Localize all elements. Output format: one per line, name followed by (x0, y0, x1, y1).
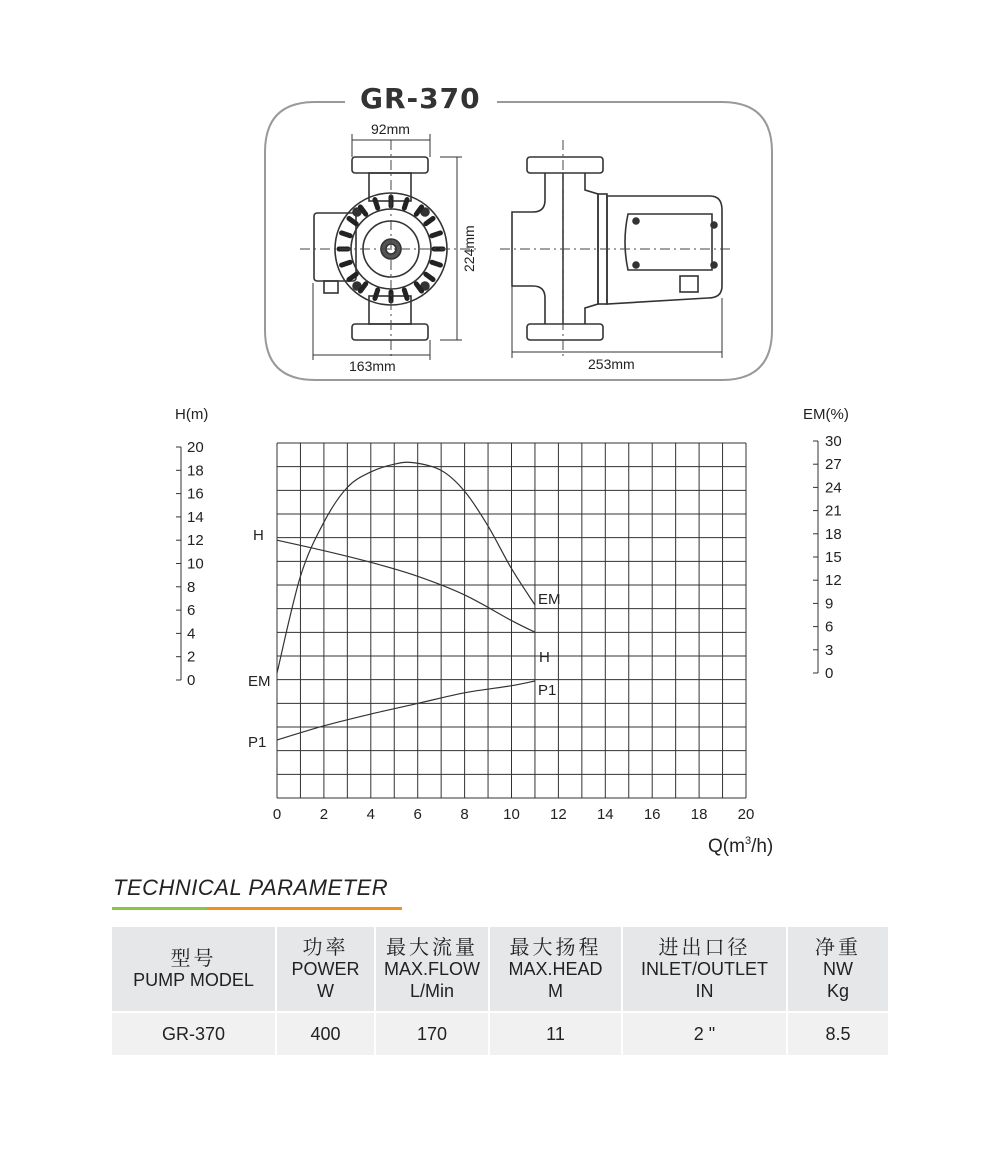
col-header-power (276, 927, 375, 1011)
right-tick-label: 21 (825, 502, 842, 520)
x-tick-label: 16 (643, 806, 661, 823)
motor-fin (426, 218, 433, 223)
model-title: GR-370 (360, 82, 481, 115)
right-tick-label: 3 (825, 641, 834, 659)
motor-fin (426, 274, 433, 279)
right-tick-label: 18 (825, 525, 842, 543)
left-tick-label: 2 (187, 648, 196, 666)
right-tick-label: 24 (825, 479, 842, 497)
curve-label-em-end: EM (538, 591, 561, 608)
spec-table (112, 927, 888, 1055)
x-tick-label: 20 (737, 806, 755, 823)
dim-front-depth: 163mm (349, 358, 396, 374)
col-unit: Kg (826, 981, 850, 1001)
left-tick-label: 20 (187, 439, 204, 456)
motor-fin (404, 200, 407, 209)
col-en: PUMP MODEL (133, 970, 254, 990)
technical-heading: TECHNICAL PARAMETER (113, 875, 389, 900)
col-unit: W (317, 981, 334, 1001)
x-tick-label: 12 (550, 806, 567, 823)
col-unit: M (548, 981, 563, 1001)
left-tick-label: 12 (187, 532, 204, 550)
x-tick-label: 4 (366, 806, 375, 823)
curve-label-p1-start: P1 (248, 734, 267, 751)
motor-fin (375, 290, 378, 299)
x-tick-label: 8 (460, 806, 469, 823)
right-tick-label: 15 (825, 549, 842, 566)
col-en: NW (823, 959, 853, 979)
motor-fin (404, 290, 407, 299)
col-cn: 型号 (170, 946, 217, 970)
curve-label-p1-end: P1 (538, 682, 557, 699)
col-header-flow (375, 927, 489, 1011)
col-header-head (489, 927, 622, 1011)
col-cn: 净重 (815, 935, 861, 959)
left-tick-label: 8 (187, 578, 196, 596)
x-tick-label: 6 (413, 806, 422, 823)
x-tick-label: 2 (319, 806, 329, 823)
curve-p1 (277, 681, 535, 740)
col-cn: 最大流量 (386, 935, 478, 959)
pump-drawing (0, 0, 1000, 400)
col-unit: L/Min (409, 981, 454, 1001)
left-tick-label: 6 (187, 602, 196, 620)
left-tick-label: 4 (187, 625, 196, 643)
curve-label-em-start: EM (248, 673, 271, 690)
col-en: MAX.FLOW (383, 959, 480, 979)
spec-data-row (112, 1013, 888, 1055)
motor-fin (342, 262, 351, 265)
left-tick-label: 14 (187, 508, 204, 526)
cell-power: 400 (276, 1013, 375, 1055)
cell-weight: 8.5 (787, 1013, 888, 1055)
right-tick-label: 6 (825, 618, 834, 636)
right-tick-label: 9 (825, 595, 834, 613)
spec-header-row (112, 927, 888, 1011)
motor-fin (349, 218, 356, 223)
right-tick-label: 30 (825, 433, 842, 450)
col-header-weight (787, 927, 888, 1011)
dim-height: 224mm (461, 225, 477, 272)
cell-inlet: 2 " (622, 1013, 787, 1055)
x-axis-title: $Q(m^3/h)$ (708, 835, 774, 857)
cell-model: GR-370 (112, 1013, 276, 1055)
cell-flow: 170 (375, 1013, 489, 1055)
cell-head: 11 (489, 1013, 622, 1055)
col-header-model (112, 927, 276, 1011)
curve-label-h-start: H (253, 527, 264, 544)
right-tick-label: 0 (825, 665, 834, 682)
right-tick-label: 27 (825, 456, 842, 474)
performance-chart (0, 400, 1000, 870)
x-tick-label: 10 (503, 806, 520, 823)
col-en: MAX.HEAD (508, 959, 603, 979)
col-en: INLET/OUTLET (640, 959, 769, 979)
dim-front-width: 92mm (371, 121, 410, 137)
left-axis-title: H(m) (175, 406, 209, 423)
left-tick-label: 16 (187, 485, 204, 503)
motor-fin (432, 262, 441, 265)
curve-label-h-end: H (539, 649, 550, 666)
col-cn: 最大扬程 (509, 935, 602, 959)
motor-fin (342, 233, 351, 236)
left-tick-label: 10 (187, 555, 204, 573)
left-tick-label: 0 (187, 672, 196, 689)
left-tick-label: 18 (187, 462, 204, 480)
heading-underline-green (112, 907, 207, 910)
motor-fin (375, 200, 378, 209)
motor-fin (432, 233, 441, 236)
curve-h (277, 540, 535, 632)
curve-em (277, 462, 535, 673)
col-header-inlet (622, 927, 787, 1011)
col-en: POWER (291, 959, 360, 979)
right-tick-label: 12 (825, 572, 842, 590)
x-tick-label: 14 (596, 806, 614, 823)
heading-underline-orange (207, 907, 402, 910)
col-cn: 进出口径 (658, 935, 751, 959)
col-unit: IN (695, 981, 714, 1001)
right-axis-title: EM(%) (803, 406, 849, 423)
col-cn: 功率 (302, 935, 349, 959)
x-tick-label: 18 (690, 806, 708, 823)
x-tick-label: 0 (272, 806, 282, 823)
dim-side-length: 253mm (588, 356, 635, 372)
